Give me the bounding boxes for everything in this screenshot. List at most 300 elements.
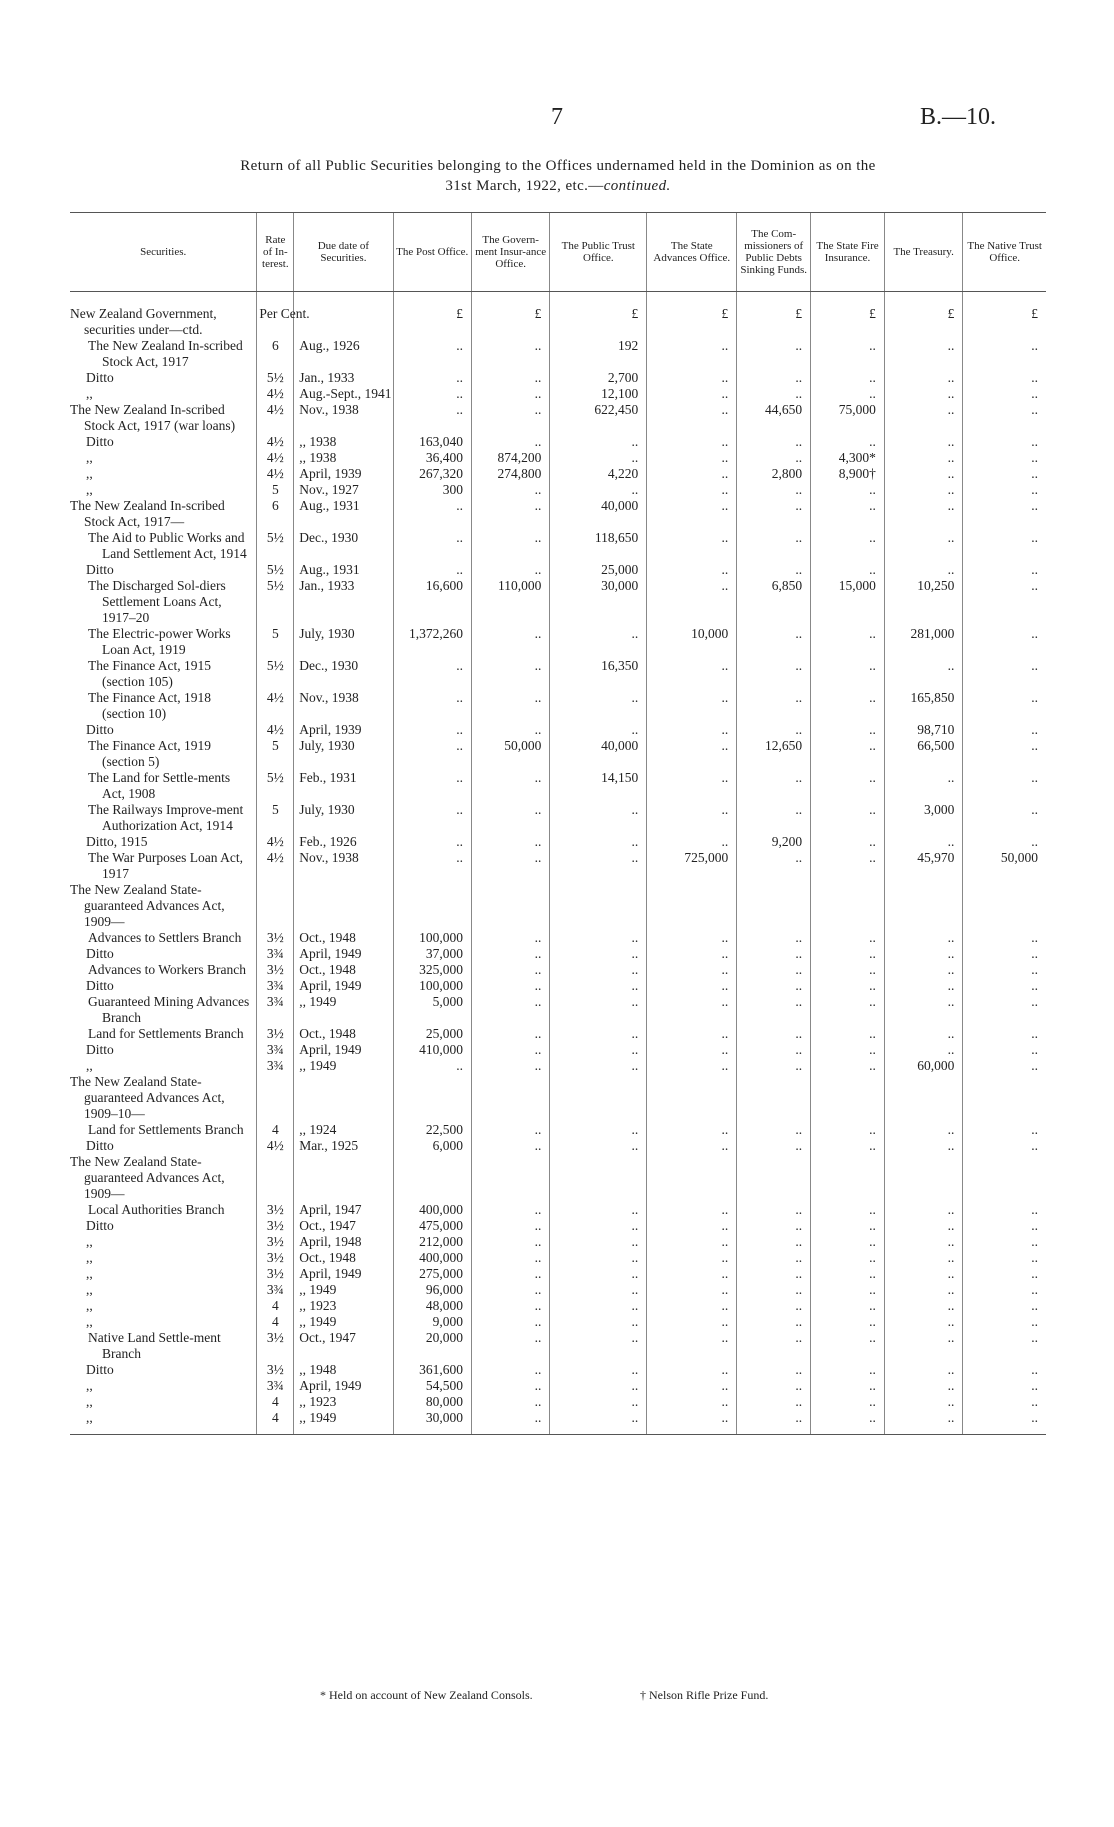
amount-cell: .. xyxy=(471,1298,549,1314)
amount-cell: .. xyxy=(393,562,471,578)
amount-cell xyxy=(737,1074,811,1122)
rate-cell: 4½ xyxy=(257,466,294,482)
amount-cell: .. xyxy=(471,1394,549,1410)
amount-cell: .. xyxy=(737,770,811,802)
amount-cell: .. xyxy=(471,562,549,578)
amount-cell: .. xyxy=(963,1234,1046,1250)
table-row xyxy=(70,1042,1046,1058)
security-name: The War Purposes Loan Act, 1917 xyxy=(88,850,244,881)
amount-cell: 45,970 xyxy=(884,850,962,882)
amount-cell: .. xyxy=(737,1378,811,1394)
table-row xyxy=(70,978,1046,994)
amount-cell: .. xyxy=(963,930,1046,946)
amount-cell: .. xyxy=(963,370,1046,386)
amount-cell: .. xyxy=(884,1042,962,1058)
amount-cell: .. xyxy=(550,690,647,722)
amount-cell: .. xyxy=(811,1026,885,1042)
amount-cell: .. xyxy=(963,834,1046,850)
due-date-cell: Aug., 1926 xyxy=(294,338,393,370)
amount-cell: .. xyxy=(647,738,737,770)
amount-cell: 874,200 xyxy=(471,450,549,466)
security-name: Land for Settlements Branch xyxy=(88,1122,244,1137)
rate-cell: 4 xyxy=(257,1394,294,1410)
amount-cell: .. xyxy=(647,1330,737,1362)
amount-cell: .. xyxy=(550,946,647,962)
rate-cell: 4½ xyxy=(257,834,294,850)
amount-cell: 16,600 xyxy=(393,578,471,626)
amount-cell: .. xyxy=(471,1026,549,1042)
amount-cell xyxy=(737,1154,811,1202)
rate-cell: 5 xyxy=(257,482,294,498)
amount-cell: .. xyxy=(471,1234,549,1250)
amount-cell: .. xyxy=(737,1330,811,1362)
amount-cell: £ xyxy=(393,292,471,339)
table-row xyxy=(70,1202,1046,1218)
security-name: Ditto, 1915 xyxy=(86,834,148,849)
security-name: The New Zealand In-scribed Stock Act, 1917 (war loans) xyxy=(70,402,236,433)
due-date-cell: Aug., 1931 xyxy=(294,562,393,578)
amount-cell: .. xyxy=(811,1250,885,1266)
security-name: ,, xyxy=(86,1266,93,1281)
due-date-cell: April, 1949 xyxy=(294,946,393,962)
table-row xyxy=(70,882,1046,930)
amount-cell: .. xyxy=(471,690,549,722)
table-row xyxy=(70,770,1046,802)
column-header: The Public Trust Office. xyxy=(550,213,647,292)
security-name: ,, xyxy=(86,1298,93,1313)
amount-cell: .. xyxy=(963,434,1046,450)
due-date-cell: ,, 1949 xyxy=(294,1314,393,1330)
amount-cell: .. xyxy=(471,1266,549,1282)
table-row xyxy=(70,402,1046,434)
amount-cell: 2,700 xyxy=(550,370,647,386)
security-name: ,, xyxy=(86,386,93,401)
amount-cell: 118,650 xyxy=(550,530,647,562)
amount-cell: 40,000 xyxy=(550,738,647,770)
amount-cell: 4,220 xyxy=(550,466,647,482)
table-row xyxy=(70,1282,1046,1298)
due-date-cell: July, 1930 xyxy=(294,626,393,658)
amount-cell: .. xyxy=(471,770,549,802)
table-row xyxy=(70,946,1046,962)
amount-cell: .. xyxy=(471,1218,549,1234)
amount-cell: .. xyxy=(963,1314,1046,1330)
rate-cell: 5 xyxy=(257,626,294,658)
amount-cell: 725,000 xyxy=(647,850,737,882)
amount-cell: .. xyxy=(550,962,647,978)
amount-cell: £ xyxy=(737,292,811,339)
security-name: Ditto xyxy=(86,562,114,577)
rate-cell: 3¾ xyxy=(257,1378,294,1394)
security-name: Local Authorities Branch xyxy=(88,1202,225,1217)
amount-cell: £ xyxy=(550,292,647,339)
rate-cell: 3¾ xyxy=(257,994,294,1026)
rate-cell: 3½ xyxy=(257,1202,294,1218)
amount-cell: .. xyxy=(737,386,811,402)
amount-cell: .. xyxy=(647,450,737,466)
amount-cell xyxy=(811,1074,885,1122)
due-date-cell: Feb., 1931 xyxy=(294,770,393,802)
amount-cell: .. xyxy=(884,770,962,802)
amount-cell: .. xyxy=(550,834,647,850)
amount-cell: 1,372,260 xyxy=(393,626,471,658)
amount-cell: .. xyxy=(737,1138,811,1154)
amount-cell: 50,000 xyxy=(471,738,549,770)
amount-cell xyxy=(884,1074,962,1122)
title-line-1: Return of all Public Securities belonging to the Offices undernamed held in the Dominion as on the xyxy=(240,158,876,174)
table-row xyxy=(70,930,1046,946)
amount-cell: .. xyxy=(963,722,1046,738)
amount-cell: .. xyxy=(811,370,885,386)
amount-cell: 192 xyxy=(550,338,647,370)
amount-cell: .. xyxy=(963,498,1046,530)
amount-cell: .. xyxy=(737,370,811,386)
amount-cell: .. xyxy=(963,450,1046,466)
security-name: Guaranteed Mining Advances Branch xyxy=(88,994,250,1025)
amount-cell: 80,000 xyxy=(393,1394,471,1410)
amount-cell: .. xyxy=(471,658,549,690)
security-name: ,, xyxy=(86,1378,93,1393)
due-date-cell xyxy=(294,882,393,930)
amount-cell: .. xyxy=(550,930,647,946)
due-date-cell: Oct., 1947 xyxy=(294,1218,393,1234)
security-name: The Finance Act, 1918 (section 10) xyxy=(88,690,211,721)
security-name: Advances to Settlers Branch xyxy=(88,930,242,945)
due-date-cell: July, 1930 xyxy=(294,802,393,834)
amount-cell: .. xyxy=(884,1394,962,1410)
amount-cell: .. xyxy=(471,1058,549,1074)
amount-cell: .. xyxy=(884,1314,962,1330)
amount-cell: .. xyxy=(963,962,1046,978)
amount-cell: .. xyxy=(963,994,1046,1026)
table-row xyxy=(70,1074,1046,1122)
amount-cell: .. xyxy=(884,562,962,578)
due-date-cell: Jan., 1933 xyxy=(294,370,393,386)
amount-cell: .. xyxy=(884,994,962,1026)
table-row xyxy=(70,292,1046,339)
rate-cell: 5½ xyxy=(257,658,294,690)
security-name: The Finance Act, 1919 (section 5) xyxy=(88,738,211,769)
amount-cell: .. xyxy=(963,482,1046,498)
amount-cell xyxy=(811,1154,885,1202)
due-date-cell: Aug., 1931 xyxy=(294,498,393,530)
amount-cell: .. xyxy=(647,994,737,1026)
amount-cell: .. xyxy=(471,402,549,434)
table-row xyxy=(70,386,1046,402)
amount-cell: .. xyxy=(393,722,471,738)
amount-cell: .. xyxy=(550,1218,647,1234)
rate-cell: 5½ xyxy=(257,562,294,578)
rate-cell: 4 xyxy=(257,1298,294,1314)
amount-cell xyxy=(811,882,885,930)
table-row xyxy=(70,722,1046,738)
amount-cell: 30,000 xyxy=(550,578,647,626)
amount-cell: .. xyxy=(884,978,962,994)
amount-cell: .. xyxy=(471,978,549,994)
rate-cell xyxy=(257,1074,294,1122)
amount-cell: 9,200 xyxy=(737,834,811,850)
security-name: The New Zealand State-guaranteed Advances Act, 1909–10— xyxy=(70,1074,225,1121)
amount-cell: .. xyxy=(647,434,737,450)
amount-cell: .. xyxy=(737,658,811,690)
rate-cell: 5½ xyxy=(257,578,294,626)
amount-cell xyxy=(550,882,647,930)
amount-cell: .. xyxy=(963,1250,1046,1266)
amount-cell: .. xyxy=(811,1202,885,1218)
amount-cell: 16,350 xyxy=(550,658,647,690)
amount-cell: .. xyxy=(737,450,811,466)
header-row xyxy=(70,213,1046,292)
rate-cell: 3½ xyxy=(257,1218,294,1234)
amount-cell: 475,000 xyxy=(393,1218,471,1234)
amount-cell: .. xyxy=(471,962,549,978)
amount-cell: .. xyxy=(884,962,962,978)
table-row xyxy=(70,962,1046,978)
rate-cell: 4 xyxy=(257,1122,294,1138)
amount-cell xyxy=(963,1074,1046,1122)
amount-cell: .. xyxy=(647,466,737,482)
security-name: ,, xyxy=(86,466,93,481)
amount-cell: .. xyxy=(963,946,1046,962)
amount-cell: 25,000 xyxy=(550,562,647,578)
amount-cell: 36,400 xyxy=(393,450,471,466)
due-date-cell: Dec., 1930 xyxy=(294,658,393,690)
rate-cell: 5 xyxy=(257,802,294,834)
amount-cell: .. xyxy=(811,562,885,578)
amount-cell: .. xyxy=(963,1138,1046,1154)
security-name: The Discharged Sol-diers Settlement Loans Act, 1917–20 xyxy=(88,578,226,625)
table-row xyxy=(70,1394,1046,1410)
amount-cell: 100,000 xyxy=(393,978,471,994)
amount-cell: .. xyxy=(550,1298,647,1314)
amount-cell: .. xyxy=(737,498,811,530)
amount-cell xyxy=(393,1154,471,1202)
amount-cell: .. xyxy=(811,338,885,370)
amount-cell: .. xyxy=(550,1362,647,1378)
rate-cell: 5½ xyxy=(257,530,294,562)
amount-cell: .. xyxy=(471,930,549,946)
amount-cell: .. xyxy=(647,1362,737,1378)
amount-cell: .. xyxy=(471,1042,549,1058)
amount-cell xyxy=(471,1074,549,1122)
column-header: Rate of In-terest. xyxy=(257,213,294,292)
amount-cell: 14,150 xyxy=(550,770,647,802)
amount-cell: .. xyxy=(471,1122,549,1138)
table-row xyxy=(70,850,1046,882)
due-date-cell: April, 1949 xyxy=(294,1378,393,1394)
due-date-cell: Nov., 1927 xyxy=(294,482,393,498)
amount-cell: .. xyxy=(647,802,737,834)
amount-cell: .. xyxy=(737,994,811,1026)
table-row xyxy=(70,562,1046,578)
amount-cell: .. xyxy=(963,658,1046,690)
column-header: The State Fire Insurance. xyxy=(811,213,885,292)
amount-cell: .. xyxy=(393,1058,471,1074)
amount-cell: 400,000 xyxy=(393,1250,471,1266)
amount-cell: 267,320 xyxy=(393,466,471,482)
amount-cell: 100,000 xyxy=(393,930,471,946)
amount-cell: 60,000 xyxy=(884,1058,962,1074)
rate-cell xyxy=(257,882,294,930)
amount-cell: .. xyxy=(471,482,549,498)
security-name: ,, xyxy=(86,1394,93,1409)
amount-cell: .. xyxy=(963,338,1046,370)
amount-cell: .. xyxy=(737,1314,811,1330)
amount-cell: .. xyxy=(737,1042,811,1058)
amount-cell: .. xyxy=(550,434,647,450)
amount-cell: .. xyxy=(550,1394,647,1410)
amount-cell xyxy=(393,882,471,930)
amount-cell: .. xyxy=(550,1250,647,1266)
rate-cell: 3¾ xyxy=(257,1058,294,1074)
amount-cell xyxy=(647,882,737,930)
amount-cell: .. xyxy=(550,450,647,466)
amount-cell: .. xyxy=(737,962,811,978)
amount-cell xyxy=(471,1154,549,1202)
amount-cell: .. xyxy=(811,1218,885,1234)
amount-cell xyxy=(471,882,549,930)
amount-cell: .. xyxy=(647,722,737,738)
amount-cell: .. xyxy=(963,626,1046,658)
amount-cell: .. xyxy=(737,1394,811,1410)
security-name: Ditto xyxy=(86,1042,114,1057)
amount-cell xyxy=(884,1154,962,1202)
amount-cell: .. xyxy=(393,338,471,370)
amount-cell: .. xyxy=(647,402,737,434)
amount-cell: .. xyxy=(811,738,885,770)
amount-cell: .. xyxy=(647,1058,737,1074)
amount-cell: .. xyxy=(963,1202,1046,1218)
amount-cell: .. xyxy=(737,802,811,834)
amount-cell: 10,250 xyxy=(884,578,962,626)
amount-cell: .. xyxy=(963,1330,1046,1362)
due-date-cell: Aug.-Sept., 1941 xyxy=(294,386,393,402)
amount-cell: .. xyxy=(647,1298,737,1314)
security-name: The Land for Settle-ments Act, 1908 xyxy=(88,770,231,801)
amount-cell: 37,000 xyxy=(393,946,471,962)
amount-cell: .. xyxy=(647,658,737,690)
amount-cell: .. xyxy=(811,1282,885,1298)
amount-cell: 10,000 xyxy=(647,626,737,658)
due-date-cell: Oct., 1948 xyxy=(294,930,393,946)
amount-cell: 44,650 xyxy=(737,402,811,434)
rate-cell: 5 xyxy=(257,738,294,770)
amount-cell: .. xyxy=(963,1362,1046,1378)
table-row xyxy=(70,1378,1046,1394)
table-row xyxy=(70,578,1046,626)
amount-cell: .. xyxy=(884,1234,962,1250)
amount-cell: .. xyxy=(471,626,549,658)
due-date-cell: Oct., 1947 xyxy=(294,1330,393,1362)
amount-cell: .. xyxy=(393,738,471,770)
amount-cell: 96,000 xyxy=(393,1282,471,1298)
amount-cell: .. xyxy=(811,1058,885,1074)
due-date-cell: April, 1939 xyxy=(294,722,393,738)
amount-cell: 325,000 xyxy=(393,962,471,978)
amount-cell: .. xyxy=(550,1058,647,1074)
due-date-cell: ,, 1938 xyxy=(294,450,393,466)
amount-cell: .. xyxy=(884,482,962,498)
table-row xyxy=(70,530,1046,562)
amount-cell: .. xyxy=(471,434,549,450)
amount-cell: 4,300* xyxy=(811,450,885,466)
amount-cell: £ xyxy=(471,292,549,339)
rate-cell: Per Cent. xyxy=(257,292,294,339)
amount-cell: £ xyxy=(884,292,962,339)
table-body xyxy=(70,292,1046,1435)
security-name: ,, xyxy=(86,1250,93,1265)
amount-cell: .. xyxy=(963,978,1046,994)
amount-cell: 75,000 xyxy=(811,402,885,434)
amount-cell: .. xyxy=(811,482,885,498)
security-name: Ditto xyxy=(86,946,114,961)
table-row xyxy=(70,802,1046,834)
due-date-cell: ,, 1938 xyxy=(294,434,393,450)
table-row xyxy=(70,450,1046,466)
security-name: Ditto xyxy=(86,978,114,993)
amount-cell: .. xyxy=(963,1394,1046,1410)
amount-cell: .. xyxy=(393,850,471,882)
amount-cell: 40,000 xyxy=(550,498,647,530)
amount-cell: .. xyxy=(963,562,1046,578)
amount-cell: .. xyxy=(471,1362,549,1378)
rate-cell: 4½ xyxy=(257,386,294,402)
amount-cell: .. xyxy=(471,994,549,1026)
amount-cell: .. xyxy=(963,386,1046,402)
rate-cell: 3½ xyxy=(257,1330,294,1362)
security-name: Ditto xyxy=(86,722,114,737)
amount-cell: .. xyxy=(471,386,549,402)
amount-cell: 30,000 xyxy=(393,1410,471,1435)
due-date-cell: Nov., 1938 xyxy=(294,690,393,722)
security-name: Ditto xyxy=(86,434,114,449)
document-title xyxy=(70,156,1046,196)
table-row xyxy=(70,1410,1046,1435)
amount-cell: 98,710 xyxy=(884,722,962,738)
amount-cell: .. xyxy=(811,994,885,1026)
amount-cell: .. xyxy=(471,1250,549,1266)
amount-cell: .. xyxy=(550,978,647,994)
amount-cell: .. xyxy=(811,1138,885,1154)
amount-cell: .. xyxy=(811,978,885,994)
rate-cell: 3¾ xyxy=(257,946,294,962)
amount-cell: .. xyxy=(647,930,737,946)
amount-cell: .. xyxy=(647,1026,737,1042)
amount-cell: .. xyxy=(811,626,885,658)
table-row xyxy=(70,1154,1046,1202)
column-header: The Treasury. xyxy=(884,213,962,292)
amount-cell: .. xyxy=(811,1362,885,1378)
amount-cell: .. xyxy=(393,402,471,434)
amount-cell: 48,000 xyxy=(393,1298,471,1314)
amount-cell: .. xyxy=(811,1122,885,1138)
amount-cell: 275,000 xyxy=(393,1266,471,1282)
amount-cell: .. xyxy=(647,1314,737,1330)
amount-cell: .. xyxy=(884,530,962,562)
amount-cell: .. xyxy=(963,1266,1046,1282)
amount-cell: .. xyxy=(884,386,962,402)
amount-cell: 12,100 xyxy=(550,386,647,402)
amount-cell: .. xyxy=(884,434,962,450)
amount-cell: .. xyxy=(550,850,647,882)
amount-cell: .. xyxy=(550,802,647,834)
security-name: ,, xyxy=(86,1234,93,1249)
amount-cell: .. xyxy=(393,370,471,386)
amount-cell: .. xyxy=(737,1026,811,1042)
amount-cell: .. xyxy=(647,530,737,562)
amount-cell: .. xyxy=(647,1042,737,1058)
table-row xyxy=(70,1026,1046,1042)
